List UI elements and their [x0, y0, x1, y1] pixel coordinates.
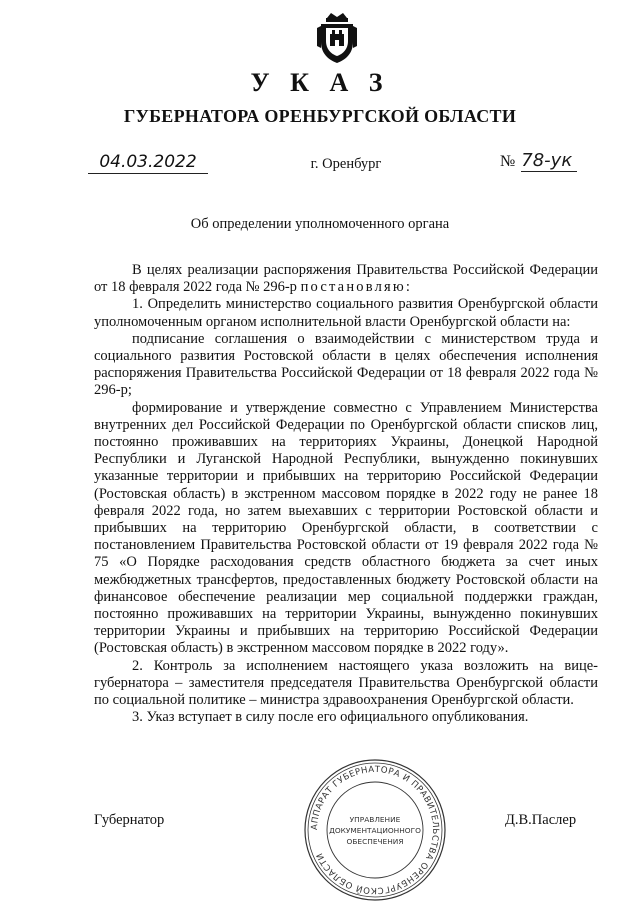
number-sign: №: [500, 153, 516, 170]
document-type-title: У К А З: [250, 68, 390, 97]
item-2-paragraph: 2. Контроль за исполнением настоящего указа возложить на вице-губернатора – заместителя председателя Правительства Оренбургской области по социальной политике – министра здравоохранения Оренбургской области.: [94, 657, 598, 709]
stamp-line-1: УПРАВЛЕНИЕ: [349, 815, 401, 824]
stamp-line-3: ОБЕСПЕЧЕНИЯ: [346, 837, 404, 846]
item-3-paragraph: 3. Указ вступает в силу после его официального опубликования.: [132, 709, 529, 726]
stamp-outer-text: АППАРАТ ГУБЕРНАТОРА И ПРАВИТЕЛЬСТВА ОРЕНБУРГСКОЙ ОБЛАСТИ: [309, 764, 441, 896]
decree-date: 04.03.2022: [88, 152, 208, 174]
decree-city: г. Оренбург: [310, 156, 382, 172]
stamp-line-2: ДОКУМЕНТАЦИОННОГО: [329, 826, 421, 835]
issuer-title: ГУБЕРНАТОРА ОРЕНБУРГСКОЙ ОБЛАСТИ: [123, 106, 517, 126]
item-1b-paragraph: формирование и утверждение совместно с Управлением Министерства внутренних дел Российской Федерации по Оренбургской области списков лиц, постоянно проживавших на территориях Украины, Донецкой Народной Республики и Луганской Народной Республики, вынужденно покинувших указанные территории и прибывших на территорию Российской Федерации (Ростовская область) в экстренном массовом порядке в 2022 году не ранее 18 февраля 2022 года, но затем выехавших с территории Ростовской области и прибывших на территорию Оренбургской области, в соответствии с постановлением Правительства Ростовской области от 19 февраля 2022 года № 75 «О Порядке расходования средств областного бюджета за счет иных межбюджетных трансфертов, предоставленных бюджету Ростовской области на финансовое обеспечение реализации мер социальной поддержки граждан, постоянно проживавших на территории Украины, вынужденно покинувших территории Украины и прибывших на территорию Российской Федерации (Ростовская область) в экстренном массовом порядке в 2022 году».: [94, 399, 598, 657]
official-stamp: [303, 758, 447, 902]
decree-body: [94, 262, 598, 726]
intro-text: В целях реализации распоряжения Правительства Российской Федерации от 18 февраля 2022 года № 296-р: [94, 262, 598, 296]
signatory-position: Губернатор: [94, 812, 165, 828]
signatory-name: Д.В.Паслер: [505, 812, 577, 828]
number-value: 78-ук: [521, 150, 577, 172]
item-1a-paragraph: подписание соглашения о взаимодействии с министерством труда и социального развития Ростовской области в целях обеспечения исполнения распоряжения Правительства Российской Федерации от 18 февраля 2022 года № 296-р;: [94, 330, 598, 399]
decree-word: постановляю:: [300, 279, 413, 296]
coat-of-arms-emblem: [317, 12, 357, 64]
decree-number: [500, 150, 577, 172]
decree-subject: Об определении уполномоченного органа: [190, 216, 450, 232]
intro-paragraph: [94, 262, 598, 296]
item-1-paragraph: 1. Определить министерство социального развития Оренбургской области уполномоченным органом исполнительной власти Оренбургской области на:: [94, 296, 598, 330]
